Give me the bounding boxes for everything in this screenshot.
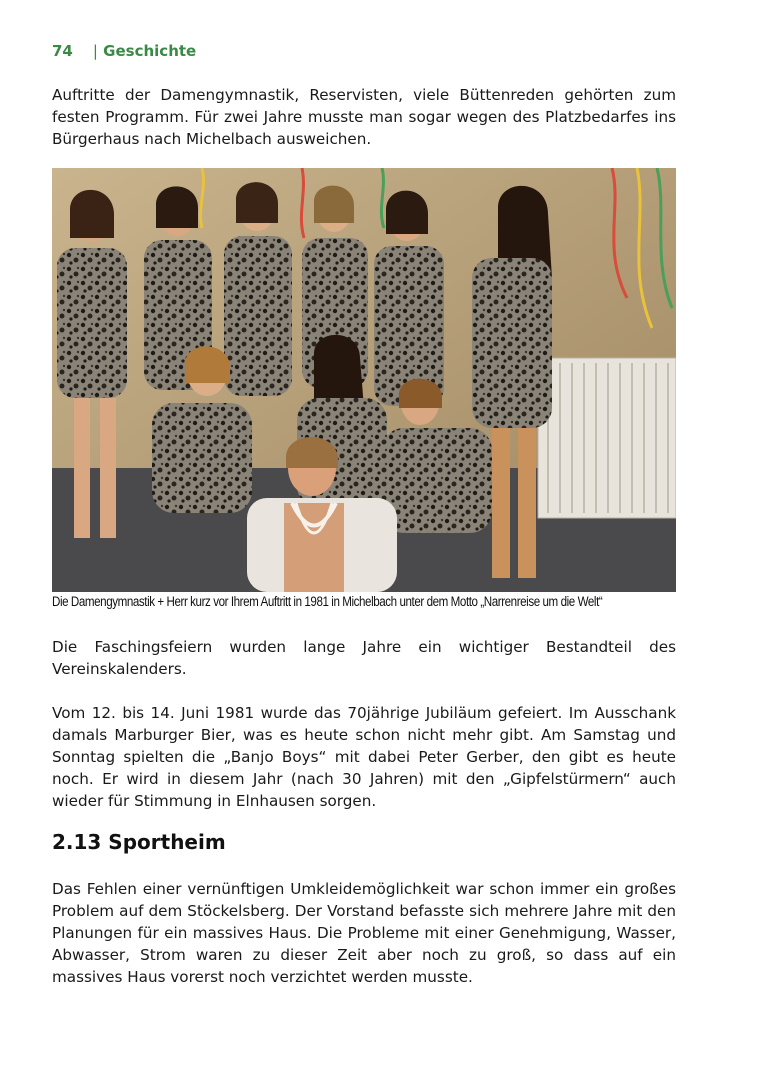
paragraph-sportheim: Das Fehlen einer vernünftigen Umkleidemöglichkeit war schon immer ein großes Problem auf dem Stöckelsberg. Der Vorstand befasste sich mehrere Jahre mit den Planungen für ein massives Haus. Die Probleme mit einer Genehmigung, Wasser, Abwasser, Strom waren zu dieser Zeit aber noch zu groß, so dass auf ein massives Haus vorerst noch verzichtet werden musste. bbox=[52, 880, 676, 986]
paragraph-jubilaeum: Vom 12. bis 14. Juni 1981 wurde das 70jährige Jubiläum gefeiert. Im Ausschank damals Marburger Bier, was es heute schon nicht mehr gibt. Am Samstag und Sonntag spielten die „Banjo Boys“ mit dabei Peter Gerber, den gibt es heute noch. Er wird in diesem Jahr (nach 30 Jahren) mit den „Gipfelstürmern“ auch wieder für Stimmung in Elnhausen sorgen. bbox=[52, 704, 676, 810]
header-separator: | bbox=[92, 42, 98, 60]
photo-caption: Die Damengymnastik + Herr kurz vor Ihrem Auftritt in 1981 in Michelbach unter dem Motto „Narrenreise um die Welt“ bbox=[52, 594, 603, 609]
page-number: 74 bbox=[52, 42, 73, 60]
group-photo bbox=[52, 168, 676, 592]
chapter-title: Geschichte bbox=[103, 42, 197, 60]
photo-illustration bbox=[52, 168, 676, 592]
paragraph-intro: Auftritte der Damengymnastik, Reservisten, viele Büttenreden gehörten zum festen Programm. Für zwei Jahre musste man sogar wegen des Platzbedarfes ins Bürgerhaus nach Michelbach ausweichen. bbox=[52, 86, 676, 148]
running-header bbox=[52, 40, 196, 62]
paragraph-fasching: Die Faschingsfeiern wurden lange Jahre ein wichtiger Bestandteil des Vereinskalenders. bbox=[52, 638, 676, 678]
section-heading: 2.13 Sportheim bbox=[52, 830, 226, 854]
